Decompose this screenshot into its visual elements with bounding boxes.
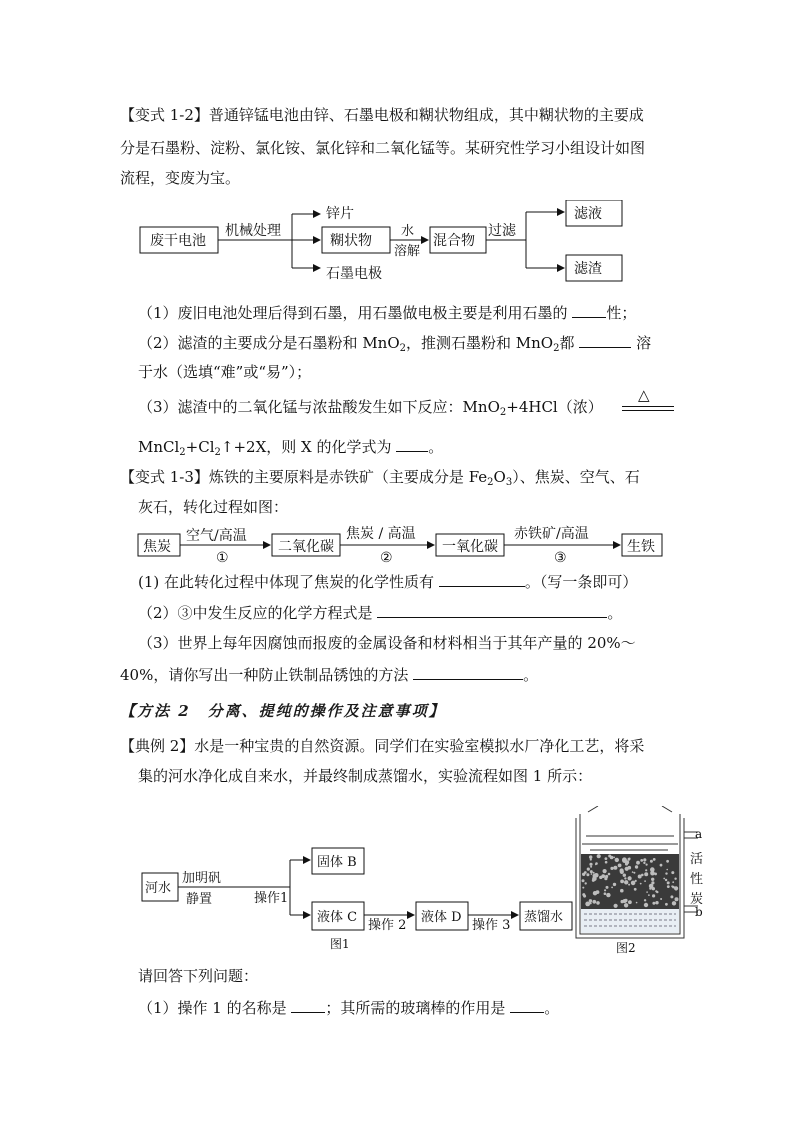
ex2-q1: （1）操作 1 的名称是 ；其所需的玻璃棒的作用是 。 <box>138 999 560 1017</box>
v13-q2: （2）③中发生反应的化学方程式是 。 <box>138 604 623 622</box>
v13-line-1: 【变式 1-3】炼铁的主要原料是赤铁矿（主要成分是 $Fe_2O_3$）、焦炭、空气、石 <box>120 468 640 488</box>
answer-blank[interactable] <box>510 997 544 1013</box>
edge-dissolve: 溶解 <box>394 244 421 259</box>
node-waste-battery: 废干电池 <box>150 233 206 249</box>
edge-op1: 操作1 <box>254 891 289 906</box>
method-2-heading: 【方法 2 分离、提纯的操作及注意事项】 <box>120 702 446 720</box>
ex2-figure-2 <box>568 806 718 956</box>
v12-q1: （1）废旧电池处理后得到石墨，用石墨做电极主要是利用石墨的 性； <box>138 304 637 322</box>
edge-2-bottom: ② <box>380 550 393 566</box>
node-liquid-d: 液体 D <box>421 910 462 925</box>
node-paste: 糊状物 <box>330 233 372 249</box>
ex2-line-2: 集的河水净化成自来水，并最终制成蒸馏水，实验流程如图 1 所示： <box>138 767 593 785</box>
reaction-condition-arrow <box>622 386 674 416</box>
v12-q2-cont: 于水（选填“难”或“易”）； <box>138 363 312 381</box>
ex2-line-1: 【典例 2】水是一种宝贵的自然资源。同学们在实验室模拟水厂净化工艺，将采 <box>120 737 645 755</box>
answer-blank[interactable] <box>579 332 631 348</box>
node-residue: 滤渣 <box>574 261 602 277</box>
node-river: 河水 <box>145 881 172 896</box>
v12-line-3: 流程，变废为宝。 <box>120 169 241 187</box>
node-solid-b: 固体 B <box>317 855 357 870</box>
v12-q3: （3）滤渣中的二氧化锰与浓盐酸发生如下反应：MnO$_2$+4HCl（浓） <box>138 398 603 418</box>
node-co: 一氧化碳 <box>442 539 498 555</box>
delta-sign: △ <box>638 386 650 404</box>
answer-blank[interactable] <box>572 302 606 318</box>
edge-3-bottom: ③ <box>554 550 567 566</box>
edge-1-top: 空气/高温 <box>186 528 247 544</box>
edge-settle: 静置 <box>186 892 213 907</box>
v13-q3-line-1: （3）世界上每年因腐蚀而报废的金属设备和材料相当于其年产量的 20%～ <box>138 634 636 652</box>
answer-blank[interactable] <box>396 436 428 452</box>
label-b: b <box>695 905 703 919</box>
v12-q3-cont: $MnCl_2+Cl_2↑+2X$，则 X 的化学式为 。 <box>138 438 444 458</box>
fig-2-caption: 图2 <box>616 941 636 955</box>
edge-op2: 操作 2 <box>368 918 407 933</box>
edge-water: 水 <box>401 224 415 239</box>
node-mixture: 混合物 <box>433 233 475 249</box>
v13-flow-diagram <box>130 520 670 566</box>
node-zinc: 锌片 <box>326 206 354 222</box>
label-carbon-3: 炭 <box>690 892 704 907</box>
node-graphite: 石墨电极 <box>326 266 382 282</box>
v13-q1: (1) 在此转化过程中体现了焦炭的化学性质有 。（写一条即可） <box>138 573 638 591</box>
node-coke: 焦炭 <box>143 539 171 555</box>
answer-blank[interactable] <box>377 602 607 618</box>
edge-3-top: 赤铁矿/高温 <box>514 526 589 542</box>
node-distilled: 蒸馏水 <box>524 910 564 925</box>
edge-alum: 加明矾 <box>182 871 222 886</box>
fig-1-caption: 图1 <box>330 937 350 951</box>
edge-op3: 操作 3 <box>472 918 511 933</box>
ex2-figure-1 <box>130 840 580 955</box>
answer-blank[interactable] <box>439 571 525 587</box>
ex2-prompt: 请回答下列问题： <box>138 967 259 985</box>
answer-blank[interactable] <box>413 664 523 680</box>
label-carbon-2: 性 <box>690 872 704 887</box>
label-a: a <box>695 827 703 841</box>
answer-blank[interactable] <box>291 997 325 1013</box>
node-pig-iron: 生铁 <box>627 539 655 555</box>
node-co2: 二氧化碳 <box>278 539 334 555</box>
label-carbon-1: 活 <box>690 852 704 867</box>
edge-1-bottom: ① <box>216 550 229 566</box>
v13-line-2: 灰石，转化过程如图： <box>138 498 289 516</box>
v12-q2: （2）滤渣的主要成分是石墨粉和 MnO$_2$，推测石墨粉和 MnO$_2$都 溶 <box>138 334 652 354</box>
edge-filter: 过滤 <box>488 223 516 239</box>
v12-flow-diagram <box>130 200 690 290</box>
v12-line-1: 【变式 1-2】普通锌锰电池由锌、石墨电极和糊状物组成，其中糊状物的主要成 <box>120 106 644 124</box>
node-filtrate: 滤液 <box>574 206 602 222</box>
node-liquid-c: 液体 C <box>317 910 358 925</box>
v12-line-2: 分是石墨粉、淀粉、氯化铵、氯化锌和二氧化锰等。某研究性学习小组设计如图 <box>120 139 646 157</box>
edge-mechanical: 机械处理 <box>225 223 281 239</box>
v13-q3-line-2: 40%，请你写出一种防止铁制品锈蚀的方法 。 <box>120 666 539 684</box>
edge-2-top: 焦炭 / 高温 <box>346 526 416 542</box>
